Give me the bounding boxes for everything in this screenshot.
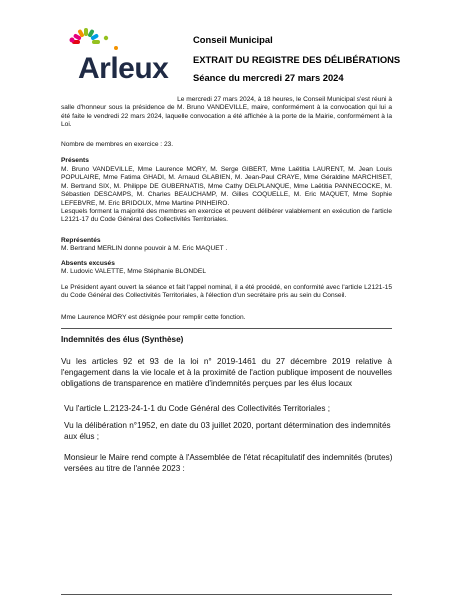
section-title: Indemnités des élus (Synthèse) [61, 335, 184, 344]
presents-list: M. Bruno VANDEVILLE, Mme Laurence MORY, M. Serge GIBERT, Mme Laëtitia LAURENT, M. Jean Louis POPULAIRE, Mme Fatima GHADI, M. Arnaud GLABIEN, M. Jean-Paul CRAYE, Mme Géraldine MARCHISET, M. Bertrand SIX, M. Philippe DE GUBERNATIS, Mme Cathy DELPLANQUE, Mme Laëtitia PANNECOCKE, M. Sébastien DESCAMPS, M. Charles BEAUCHAMP, M. Gilles COQUELLE, M. Eric MAQUET, Mme Sophie LEFEBVRE, M. Eric BRIDOUX, Mme Martine PINHEIRO. [61, 166, 392, 207]
section-paragraph-4: Monsieur le Maire rend compte à l'Assemblée de l'état récapitulatif des indemnités (brutes) versées au titre de l'année 2023 : [64, 453, 393, 473]
intro-line-2: salle d'honneur sous la présidence de M. Bruno VANDEVILLE, maire, conformément à la convocation qui lui a été faite le vendredi 22 mars 2024, laquelle convocation a été affichée à la porte de la Mairie, conformément à la Loi. [61, 104, 392, 129]
presents-block [61, 166, 392, 225]
absent-heading: Absents excusés [61, 260, 115, 267]
header-title: Conseil Municipal [193, 34, 273, 45]
secretary-text: Mme Laurence MORY est désignée pour remplir cette fonction. [61, 314, 246, 321]
absent-text: M. Ludovic VALETTE, Mme Stéphanie BLONDEL [61, 268, 207, 275]
members-count: Nombre de membres en exercice : 23. [61, 141, 174, 148]
president-paragraph: Le Président ayant ouvert la séance et fait l'appel nominal, il a été procédé, en conformité avec l'article L2121-15 du Code Général des Collectivités Territoriales, à l'élection d'un secrétaire pris au sein du Conseil. [61, 284, 392, 300]
section-paragraph-1: Vu les articles 92 et 93 de la loi n° 2019-1461 du 27 décembre 2019 relative à l'engagement dans la vie locale et à la proximité de l'action publique imposent de nouvelles obligations de transparence en matière d'indemnités perçues par les élus locaux [61, 357, 392, 388]
intro-line-1: Le mercredi 27 mars 2024, à 18 heures, le Conseil Municipal s'est réuni à [177, 96, 392, 103]
presents-heading: Présents [61, 157, 89, 164]
arleux-logo [64, 28, 174, 88]
footer-divider [61, 594, 392, 595]
header-subtitle: EXTRAIT DU REGISTRE DES DÉLIBÉRATIONS [193, 54, 401, 65]
logo-text: Arleux [78, 52, 169, 85]
represented-text: M. Bertrand MERLIN donne pouvoir à M. Eric MAQUET . [61, 245, 228, 252]
divider [61, 328, 392, 329]
section-paragraph-3: Vu la délibération n°1952, en date du 03 juillet 2020, portant détermination des indemnités aux élus ; [64, 421, 391, 441]
represented-heading: Représentés [61, 237, 101, 244]
intro-paragraph [61, 96, 392, 130]
session-date: Séance du mercredi 27 mars 2024 [193, 72, 344, 83]
section-paragraph-2: Vu l'article L.2123-24-1-1 du Code Général des Collectivités Territoriales ; [64, 404, 330, 413]
quorum-text: Lesquels forment la majorité des membres en exercice et peuvent délibérer valablement en exécution de l'article L2121-17 du Code Général des Collectivités Territoriales. [61, 208, 392, 224]
